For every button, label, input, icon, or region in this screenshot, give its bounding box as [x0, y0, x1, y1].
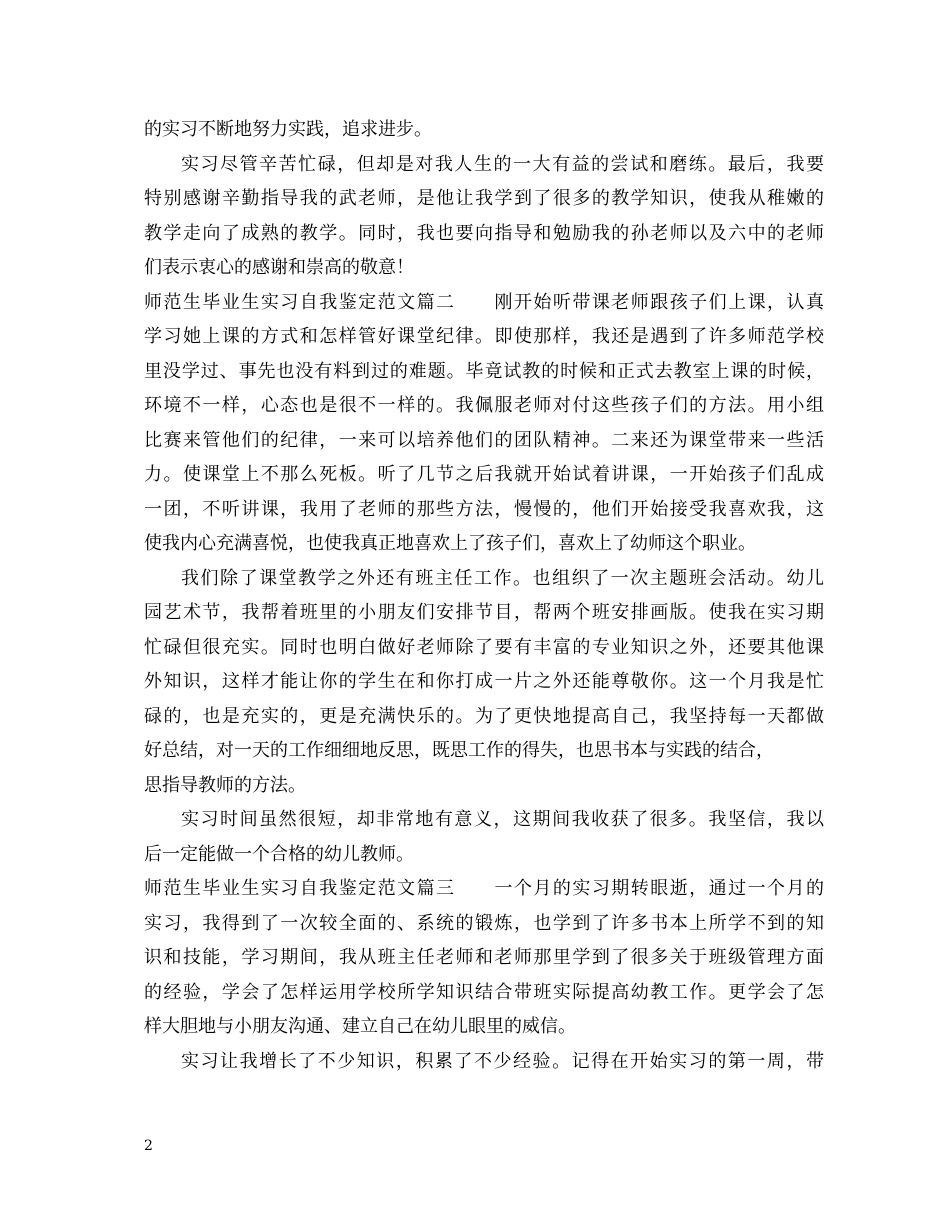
text-line: 学习她上课的方式和怎样管好课堂纪律。即使那样，我还是遇到了许多师范学校 — [144, 326, 824, 347]
text-line: 师范生毕业生实习自我鉴定范文篇二 刚开始听带课老师跟孩子们上课，认真 — [144, 291, 824, 313]
text-line: 一团，不听讲课，我用了老师的那些方法，慢慢的，他们开始接受我喜欢我，这 — [144, 498, 824, 520]
text-line: 碌的，也是充实的，更是充满快乐的。为了更快地提高自己，我坚持每一天都做 — [144, 705, 824, 727]
document-body — [144, 113, 824, 1079]
text-line: 的经验，学会了怎样运用学校所学知识结合带班实际提高幼教工作。更学会了怎 — [144, 981, 824, 1003]
text-line: 实习时间虽然很短，却非常地有意义，这期间我收获了很多。我坚信，我以 — [181, 809, 824, 830]
text-line: 的实习不断地努力实践，追求进步。 — [144, 119, 432, 140]
text-line: 思指导教师的方法。 — [144, 774, 306, 796]
text-line: 好总结，对一天的工作细细地反思，既思工作的得失，也思书本与实践的结合， — [144, 740, 774, 761]
text-line: 使我内心充满喜悦，也使我真正地喜欢上了孩子们，喜欢上了幼师这个职业。 — [144, 533, 756, 554]
text-line: 比赛来管他们的纪律，一来可以培养他们的团队精神。二来还为课堂带来一些活 — [144, 429, 824, 451]
text-line: 教学走向了成熟的教学。同时，我也要向指导和勉励我的孙老师以及六中的老师 — [144, 222, 824, 244]
text-line: 实习尽管辛苦忙碌，但却是对我人生的一大有益的尝试和磨练。最后，我要 — [181, 153, 824, 175]
page-number: 2 — [144, 1138, 153, 1154]
text-line: 样大胆地与小朋友沟通、建立自己在幼儿眼里的威信。 — [144, 1016, 576, 1037]
text-line: 实习让我增长了不少知识，积累了不少经验。记得在开始实习的第一周，带 — [181, 1050, 824, 1072]
text-line: 师范生毕业生实习自我鉴定范文篇三 一个月的实习期转眼逝，通过一个月的 — [144, 878, 824, 899]
text-line: 里没学过、事先也没有料到过的难题。毕竟试教的时候和正式去教室上课的时候， — [144, 360, 824, 382]
text-line: 后一定能做一个合格的幼儿教师。 — [144, 843, 414, 865]
text-line: 们表示衷心的感谢和崇高的敬意！ — [144, 257, 414, 278]
text-line: 力。使课堂上不那么死板。听了几节之后我就开始试着讲课，一开始孩子们乱成 — [144, 464, 824, 485]
text-line: 实习，我得到了一次较全面的、系统的锻炼，也学到了许多书本上所学不到的知 — [144, 912, 824, 934]
text-line: 忙碌但很充实。同时也明白做好老师除了要有丰富的专业知识之外，还要其他课 — [144, 636, 824, 658]
text-line: 我们除了课堂教学之外还有班主任工作。也组织了一次主题班会活动。幼儿 — [181, 567, 824, 589]
text-line: 识和技能，学习期间，我从班主任老师和老师那里学到了很多关于班级管理方面 — [144, 947, 824, 968]
text-line: 环境不一样，心态也是很不一样的。我佩服老师对付这些孩子们的方法。用小组 — [144, 395, 824, 416]
text-line: 特别感谢辛勤指导我的武老师，是他让我学到了很多的教学知识，使我从稚嫩的 — [144, 188, 824, 209]
text-line: 园艺术节，我帮着班里的小朋友们安排节目，帮两个班安排画版。使我在实习期 — [144, 602, 824, 623]
text-line: 外知识，这样才能让你的学生在和你打成一片之外还能尊敬你。这一个月我是忙 — [144, 671, 824, 692]
